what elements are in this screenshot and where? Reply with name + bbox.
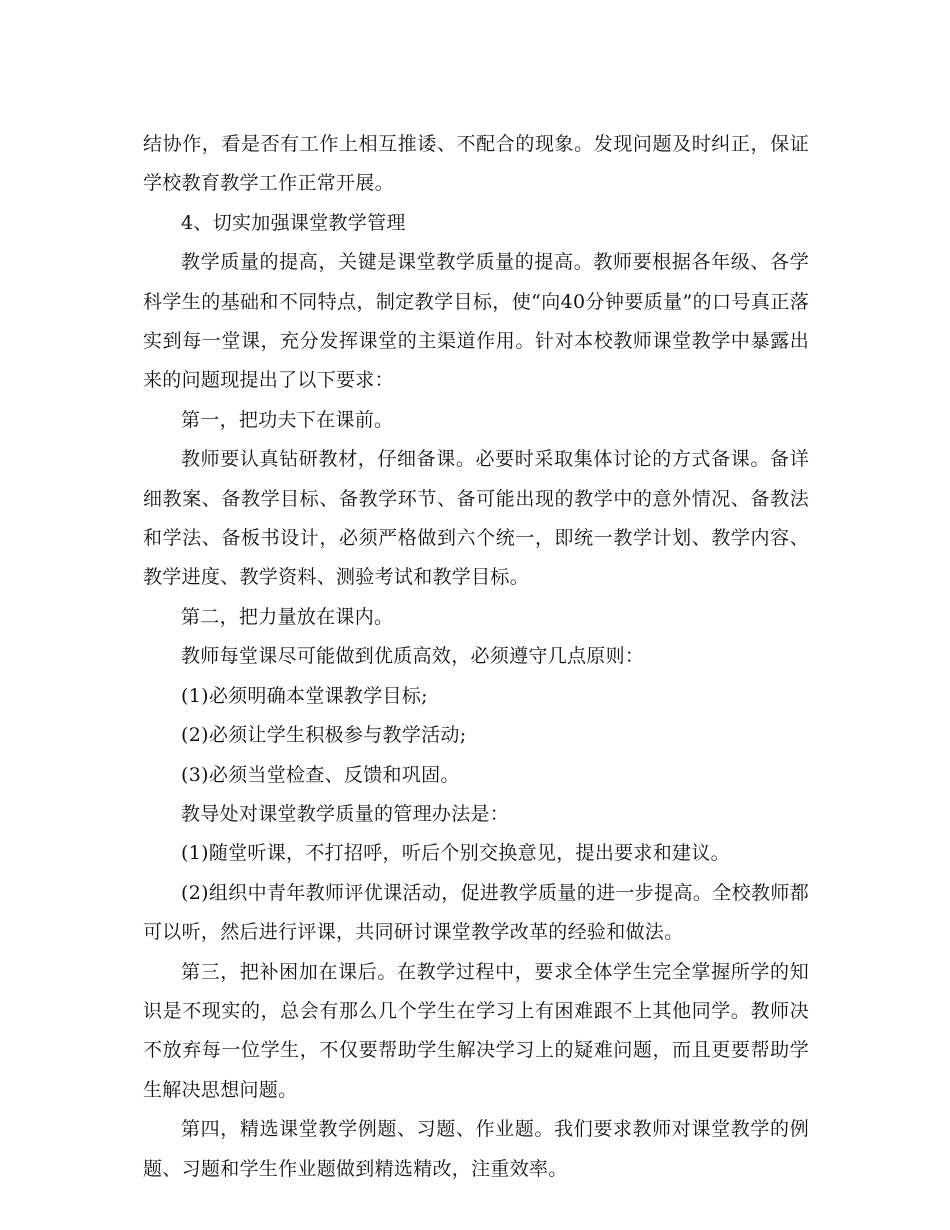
- list-item: (1)随堂听课，不打招呼，听后个别交换意见，提出要求和建议。: [181, 842, 730, 865]
- paragraph: 第四，精选课堂教学例题、习题、作业题。我们要求教师对课堂教学的例题、习题和学生作业题做到精选精改，注重效率。: [143, 1118, 809, 1180]
- document-body: [143, 125, 809, 1189]
- paragraph: 教师每堂课尽可能做到优质高效，必须遵守几点原则：: [181, 645, 645, 668]
- list-item: (2)组织中青年教师评优课活动，促进教学质量的进一步提高。全校教师都可以听，然后进行评课，共同研讨课堂教学改革的经验和做法。: [143, 881, 809, 944]
- paragraph: 教师要认真钻研教材，仔细备课。必要时采取集体讨论的方式备课。备详细教案、备教学目标、备教学环节、备可能出现的教学中的意外情况、备教法和学法、备板书设计，必须严格做到六个统一，即统一教学计划、教学内容、教学进度、教学资料、测验考试和教学目标。: [143, 448, 809, 589]
- list-item: (1)必须明确本堂课教学目标;: [181, 684, 428, 707]
- subheading: 第一，把功夫下在课前。: [181, 408, 394, 431]
- section-heading: 4、切实加强课堂教学管理: [181, 211, 406, 234]
- subheading: 第二，把力量放在课内。: [181, 605, 394, 628]
- paragraph: 结协作，看是否有工作上相互推诿、不配合的现象。发现问题及时纠正，保证学校教育教学工作正常开展。: [143, 133, 809, 195]
- paragraph: 教学质量的提高，关键是课堂教学质量的提高。教师要根据各年级、各学科学生的基础和不同特点，制定教学目标，使“向40分钟要质量”的口号真正落实到每一堂课，充分发挥课堂的主渠道作用。针对本校教师课堂教学中暴露出来的问题现提出了以下要求：: [143, 251, 809, 392]
- paragraph: 教导处对课堂教学质量的管理办法是：: [181, 802, 510, 825]
- list-item: (2)必须让学生积极参与教学活动;: [181, 724, 467, 747]
- list-item: (3)必须当堂检查、反馈和巩固。: [181, 763, 460, 786]
- paragraph: 第三，把补困加在课后。在教学过程中，要求全体学生完全掌握所学的知识是不现实的，总会有那么几个学生在学习上有困难跟不上其他同学。教师决不放弃每一位学生，不仅要帮助学生解决学习上的疑难问题，而且更要帮助学生解决思想问题。: [143, 960, 809, 1101]
